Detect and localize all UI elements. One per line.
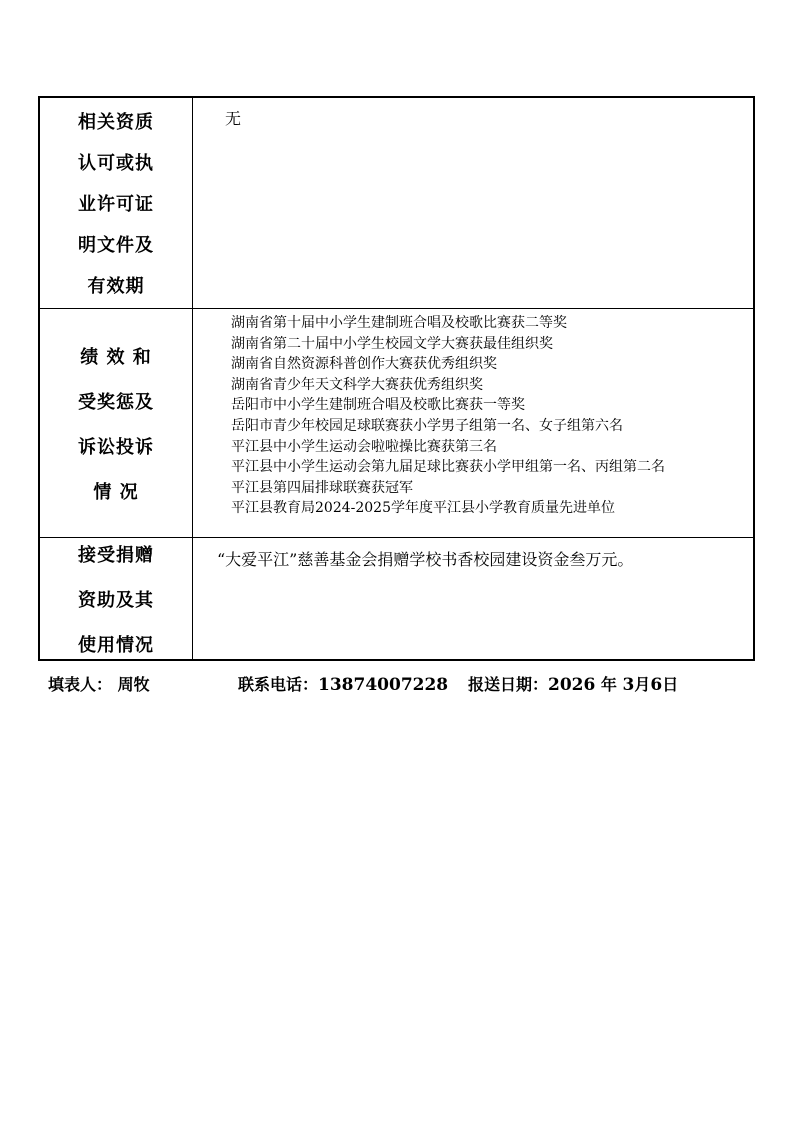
qualification-label-line: 明文件及 (78, 235, 154, 256)
qualification-label-line: 业许可证 (78, 194, 154, 215)
award-item: 平江县中小学生运动会啦啦操比赛获第三名 (231, 438, 497, 455)
donation-row (40, 537, 753, 659)
performance-row (40, 308, 753, 537)
performance-label (40, 309, 193, 537)
date-month: 3 (622, 675, 635, 695)
qualification-value: 无 (225, 109, 242, 128)
award-item: 岳阳市青少年校园足球联赛获小学男子组第一名、女子组第六名 (231, 417, 623, 434)
award-item: 平江县中小学生运动会第九届足球比赛获小学甲组第一名、丙组第二名 (231, 459, 665, 476)
donation-label (40, 538, 193, 659)
phone-number: 13874007228 (318, 675, 449, 695)
qualification-label-line: 认可或执 (78, 153, 154, 174)
donation-label-line: 资助及其 (78, 589, 154, 611)
performance-label-line: 诉讼投诉 (78, 436, 154, 458)
performance-label-line: 绩 效 和 (80, 346, 152, 368)
award-item: 平江县第四届排球联赛获冠军 (231, 479, 413, 496)
award-item: 湖南省第十届中小学生建制班合唱及校歌比赛获二等奖 (231, 315, 567, 331)
awards-list (231, 313, 665, 519)
donation-value: “大爱平江”慈善基金会捐赠学校书香校园建设资金叁万元。 (217, 550, 634, 569)
date-year-unit: 年 (600, 675, 617, 694)
award-item: 平江县教育局2024-2025学年度平江县小学教育质量先进单位 (231, 500, 615, 517)
donation-content (193, 538, 753, 659)
date-month-unit: 月 (634, 675, 651, 694)
date-field (468, 672, 678, 695)
phone-field (238, 672, 448, 695)
filler-label: 填表人： (48, 675, 113, 694)
performance-label-line: 情 况 (93, 481, 139, 503)
date-label: 报送日期： (468, 675, 549, 694)
info-table (38, 96, 755, 661)
award-item: 湖南省自然资源科普创作大赛获优秀组织奖 (231, 356, 497, 373)
award-item: 湖南省第二十届中小学生校园文学大赛获最佳组织奖 (231, 335, 553, 352)
date-day: 6 (650, 675, 663, 695)
qualification-label-line: 有效期 (87, 276, 145, 297)
qualification-label-line: 相关资质 (78, 112, 154, 133)
filler-field (48, 672, 150, 695)
filler-name: 周牧 (117, 675, 150, 694)
form-footer (48, 672, 753, 700)
performance-label-line: 受奖惩及 (78, 391, 154, 413)
phone-label: 联系电话： (238, 675, 319, 694)
date-day-unit: 日 (662, 675, 679, 694)
qualification-content (193, 98, 753, 308)
qualification-label (40, 98, 193, 308)
award-item: 岳阳市中小学生建制班合唱及校歌比赛获一等奖 (231, 397, 525, 414)
date-year: 2026 (548, 675, 596, 695)
award-item: 湖南省青少年天文科学大赛获优秀组织奖 (231, 376, 483, 393)
qualification-row (40, 98, 753, 308)
performance-content (193, 309, 753, 537)
donation-label-line: 使用情况 (78, 634, 154, 656)
donation-label-line: 接受捐赠 (78, 544, 154, 566)
